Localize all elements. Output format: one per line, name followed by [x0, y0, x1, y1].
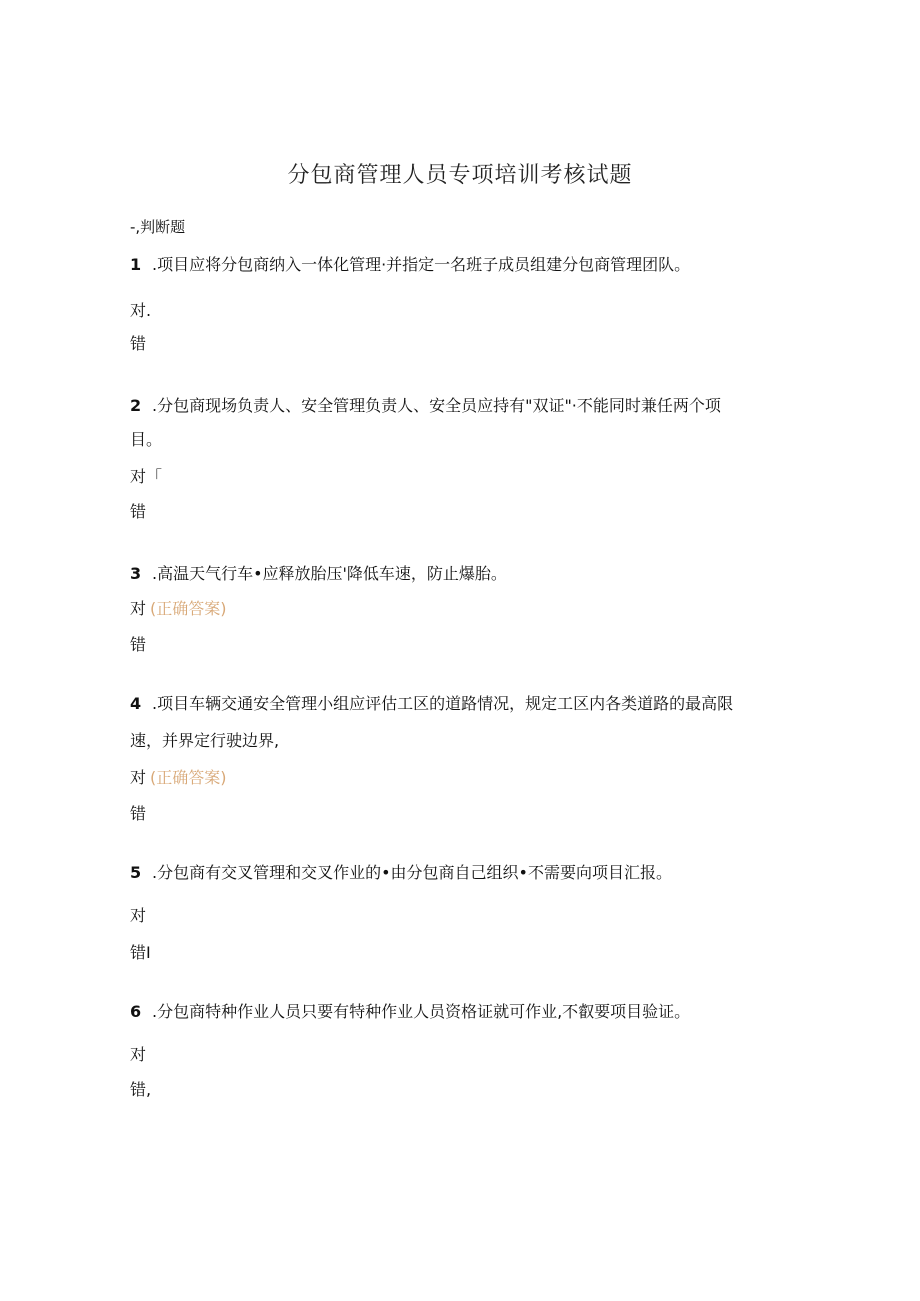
correct-answer-note: (正确答案): [150, 599, 227, 618]
question-6: [130, 999, 690, 1022]
question-1-option-true[interactable]: [130, 298, 151, 321]
question-number: 3: [130, 564, 142, 583]
question-number: 5: [130, 863, 142, 882]
question-4-option-false[interactable]: [130, 801, 146, 824]
option-label: 对.: [130, 301, 152, 320]
question-number: 6: [130, 1002, 142, 1021]
question-1-option-false[interactable]: [130, 331, 146, 354]
option-label: 错: [130, 502, 147, 521]
option-label: 错: [130, 334, 147, 353]
document-title: 分包商管理人员专项培训考核试题: [287, 163, 633, 188]
option-label: 错: [130, 804, 147, 823]
question-text: .项目车辆交通安全管理小组应评估工区的道路情况，规定工区内各类道路的最高限: [152, 694, 734, 713]
option-label: 错: [130, 635, 147, 654]
question-text: .项目应将分包商纳入一体化管理·并指定一名班子成员组建分包商管理团队。: [152, 255, 691, 274]
question-4-continuation: 速，并界定行驶边界,: [130, 731, 280, 750]
question-number: 1: [130, 255, 142, 274]
option-label: 对: [130, 599, 147, 618]
question-5-option-false[interactable]: [130, 940, 151, 963]
question-2-option-true[interactable]: [130, 464, 162, 487]
option-label: 对: [130, 1045, 147, 1064]
question-2: [130, 393, 721, 416]
option-label: 对: [130, 906, 147, 925]
option-label: 错I: [130, 943, 151, 962]
question-number: 2: [130, 396, 142, 415]
correct-answer-note: (正确答案): [150, 768, 227, 787]
question-6-option-true[interactable]: [130, 1042, 146, 1065]
option-label: 错,: [130, 1080, 152, 1099]
question-text: .高温天气行车•应释放胎压'降低车速，防止爆胎。: [152, 564, 507, 583]
question-4: [130, 691, 733, 714]
question-3-option-true[interactable]: [130, 596, 227, 619]
question-3: [130, 561, 507, 584]
option-label: 对「: [130, 467, 163, 486]
question-2-option-false[interactable]: [130, 499, 146, 522]
question-2-continuation: 目。: [130, 430, 163, 449]
question-text: .分包商有交叉管理和交叉作业的•由分包商自己组织•不需要向项目汇报。: [152, 863, 672, 882]
question-5-option-true[interactable]: [130, 903, 146, 926]
question-text: .分包商现场负责人、安全管理负责人、安全员应持有"双证"·不能同时兼任两个项: [152, 396, 721, 415]
question-6-option-false[interactable]: [130, 1077, 151, 1100]
question-3-option-false[interactable]: [130, 632, 146, 655]
question-text: .分包商特种作业人员只要有特种作业人员资格证就可作业,不叡要项目验证。: [152, 1002, 691, 1021]
question-5: [130, 860, 672, 883]
question-1: [130, 252, 690, 275]
question-4-option-true[interactable]: [130, 765, 227, 788]
option-label: 对: [130, 768, 147, 787]
question-number: 4: [130, 694, 142, 713]
section-heading: -,判断题: [130, 218, 186, 236]
